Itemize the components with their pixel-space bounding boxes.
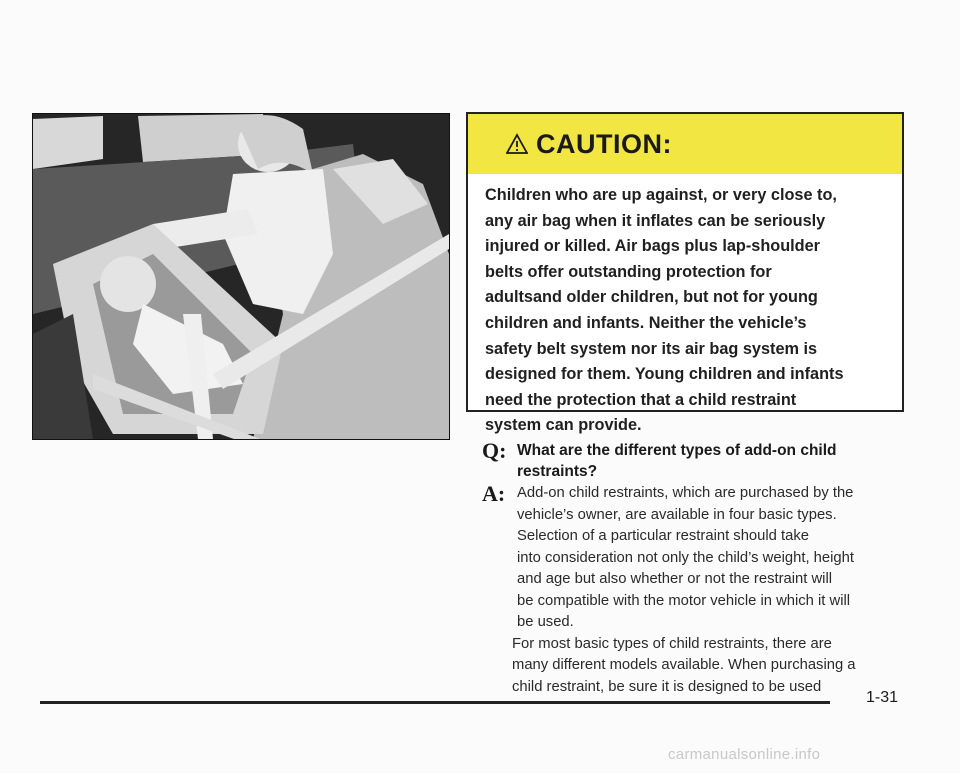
caution-line: adultsand older children, but not for young xyxy=(485,288,818,307)
answer-line: be used. xyxy=(517,614,574,630)
warning-triangle-icon xyxy=(506,133,528,155)
question-text xyxy=(517,440,897,482)
caution-line: injured or killed. Air bags plus lap-shoulder xyxy=(485,237,821,256)
illustration-infant-seat xyxy=(32,113,450,440)
caution-line: any air bag when it inflates can be seriously xyxy=(485,211,826,230)
page-number: 1-31 xyxy=(866,689,899,706)
caution-line: system can provide. xyxy=(485,416,642,435)
answer-line: Selection of a particular restraint should take xyxy=(517,528,809,544)
answer-text xyxy=(512,483,912,698)
caution-line: need the protection that a child restraint xyxy=(485,390,797,409)
caution-box xyxy=(466,112,904,435)
caution-line: designed for them. Young children and infants xyxy=(485,365,844,384)
question-line: restraints? xyxy=(517,463,598,480)
caution-header xyxy=(468,114,902,174)
answer-line: vehicle’s owner, are available in four basic types. xyxy=(517,506,837,523)
answer-line: and age but also whether or not the restraint will xyxy=(517,571,833,587)
question-marker: Q: xyxy=(482,438,507,463)
caution-text xyxy=(485,183,885,439)
answer-line: be compatible with the motor vehicle in which it will xyxy=(517,592,851,609)
caution-line: Children who are up against, or very close to, xyxy=(485,186,837,204)
answer-line: child restraint, be sure it is designed to be used xyxy=(512,678,822,695)
answer-marker: A: xyxy=(482,481,506,506)
answer-line: many different models available. When purchasing a xyxy=(512,657,856,673)
caution-line: belts offer outstanding protection for xyxy=(485,262,772,281)
answer-line: For most basic types of child restraints, there are xyxy=(512,635,832,652)
footer-rule xyxy=(40,701,830,704)
caution-title: CAUTION: xyxy=(536,128,672,159)
watermark: carmanualsonline.info xyxy=(668,746,821,763)
question-line: What are the different types of add-on child xyxy=(517,442,837,459)
answer-line: Add-on child restraints, which are purchased by the xyxy=(517,485,854,501)
caution-line: children and infants. Neither the vehicle’s xyxy=(485,313,807,332)
answer-line: into consideration not only the child’s weight, height xyxy=(517,549,854,566)
caution-line: safety belt system nor its air bag system is xyxy=(485,339,818,358)
